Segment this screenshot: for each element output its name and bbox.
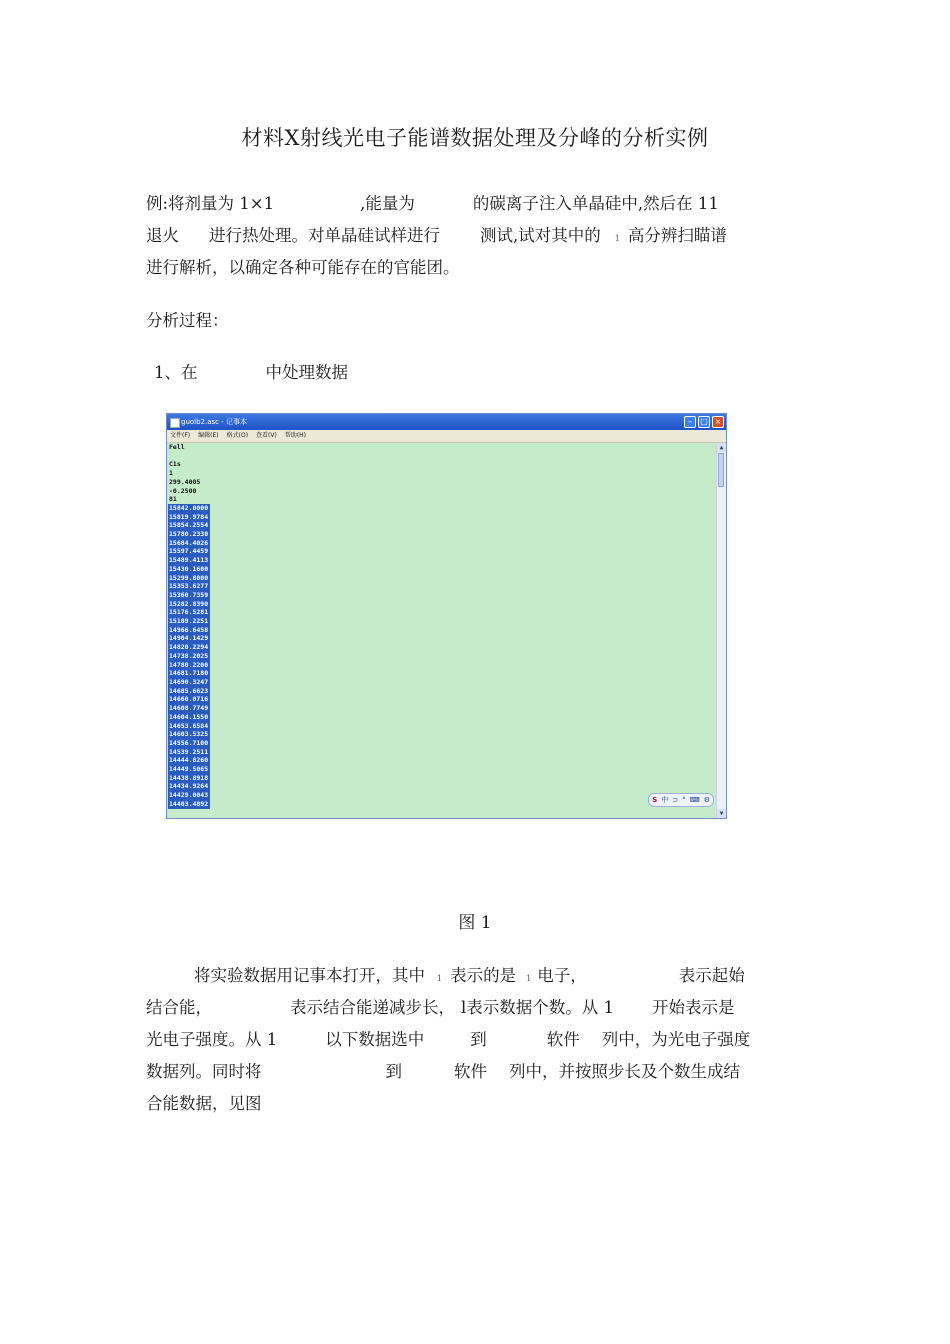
scrollbar-thumb[interactable] xyxy=(718,453,724,487)
menu-item[interactable]: 编辑(E) xyxy=(198,432,219,439)
selected-data-value: 14820.2294 xyxy=(169,643,209,652)
scroll-up-arrow-icon[interactable]: ▲ xyxy=(717,443,726,452)
body-line-1-subscript-2: 1 xyxy=(526,974,532,983)
selected-data-value: 15282.8390 xyxy=(169,599,209,608)
text-line xyxy=(168,756,716,765)
text-line xyxy=(168,539,716,548)
selected-data-value: 14438.8918 xyxy=(169,773,209,782)
example-line-1-part-b: ,能量为 xyxy=(360,194,415,213)
selected-data-value: 15489.4113 xyxy=(169,556,209,565)
body-line-3-part-b: 以下数据选中 xyxy=(325,1030,425,1049)
selected-data-value: 14444.8260 xyxy=(169,756,209,765)
notepad-text-area[interactable] xyxy=(168,443,716,818)
body-line-1-part-b: 表示的是 xyxy=(450,966,517,985)
body-line-3-part-c: 到 xyxy=(470,1030,487,1049)
selected-data-value: 14539.2511 xyxy=(169,747,209,756)
analysis-heading: 分析过程： xyxy=(146,311,229,330)
body-line-2-part-b: 表示结合能递减步长， xyxy=(290,998,455,1017)
selected-data-value: 14690.3247 xyxy=(169,677,209,686)
text-line: 1 xyxy=(169,469,173,478)
selected-data-value: 14780.2200 xyxy=(169,660,209,669)
text-line xyxy=(168,547,716,556)
text-line: -0.2500 xyxy=(169,486,197,495)
text-line xyxy=(168,643,716,652)
selected-data-value: 14685.6623 xyxy=(169,686,209,695)
example-line-2-part-e: 高分辨扫瞄谱 xyxy=(627,226,727,245)
text-line xyxy=(168,661,716,670)
text-line xyxy=(168,669,716,678)
close-icon[interactable]: × xyxy=(712,416,724,428)
body-line-1-subscript-1: 1 xyxy=(437,974,443,983)
body-line-2 xyxy=(146,994,735,1018)
body-line-1-part-d: 表示起始 xyxy=(678,966,745,985)
text-line xyxy=(168,574,716,583)
selected-data-value: 14653.6584 xyxy=(169,721,209,730)
body-line-1-part-c: 电子， xyxy=(537,966,587,985)
figure-caption: 图 1 xyxy=(458,913,492,933)
notepad-app-icon xyxy=(170,418,180,428)
text-line xyxy=(168,521,716,530)
text-line: Fell xyxy=(169,443,185,451)
ime-item[interactable]: ° xyxy=(682,796,686,804)
text-line xyxy=(168,565,716,574)
text-line xyxy=(168,556,716,565)
body-line-4-part-a: 数据列。同时将 xyxy=(146,1062,262,1081)
text-line xyxy=(168,774,716,783)
text-line xyxy=(168,722,716,731)
example-line-1 xyxy=(146,190,719,214)
text-line xyxy=(168,678,716,687)
selected-data-value: 14434.9264 xyxy=(169,782,209,791)
text-line xyxy=(168,748,716,757)
body-line-2-part-c: l表示数据个数。从 1 xyxy=(461,998,615,1017)
selected-data-value: 14681.7180 xyxy=(169,669,209,678)
maximize-icon[interactable]: □ xyxy=(698,416,710,428)
ime-logo-icon[interactable]: S xyxy=(652,796,658,804)
document-title: 材料X射线光电子能谱数据处理及分峰的分析实例 xyxy=(241,126,709,150)
selected-data-value: 15176.5281 xyxy=(169,608,209,617)
text-line xyxy=(168,591,716,600)
selected-data-value: 15854.2554 xyxy=(169,521,209,530)
window-controls xyxy=(684,416,724,428)
ime-item[interactable]: 中 xyxy=(661,796,669,804)
selected-data-value: 15842.0000 xyxy=(169,503,209,512)
selected-data-value: 15353.6277 xyxy=(169,582,209,591)
selected-data-value: 14556.7100 xyxy=(169,738,209,747)
selected-data-value: 14604.1550 xyxy=(169,712,209,721)
notepad-window-title: guolb2.asc - 记事本 xyxy=(181,418,247,426)
step-1-heading xyxy=(154,359,348,383)
text-line xyxy=(168,617,716,626)
menu-item[interactable]: 格式(O) xyxy=(226,432,249,439)
body-line-3-part-e: 列中，为光电子强度 xyxy=(601,1030,751,1049)
selected-data-value: 14449.5065 xyxy=(169,765,209,774)
ime-item[interactable]: ⚙ xyxy=(703,796,710,804)
body-line-4 xyxy=(146,1058,740,1082)
body-line-4-part-d: 列中，并按照步长及个数生成结 xyxy=(509,1062,740,1081)
selected-data-value: 14966.6458 xyxy=(169,625,209,634)
selected-data-value: 14660.0716 xyxy=(169,695,209,704)
body-line-2-part-a: 结合能， xyxy=(146,998,212,1017)
text-line xyxy=(168,782,716,791)
text-line xyxy=(168,626,716,635)
text-line xyxy=(168,800,716,809)
text-line xyxy=(168,452,716,461)
body-line-2-part-d: 开始表示是 xyxy=(652,998,735,1017)
text-line xyxy=(168,765,716,774)
menu-item[interactable]: 文件(F) xyxy=(170,432,191,439)
ime-toolbar[interactable] xyxy=(648,793,714,807)
text-line xyxy=(168,530,716,539)
selected-data-value: 14608.7749 xyxy=(169,704,209,713)
menu-item[interactable]: 帮助(H) xyxy=(284,432,307,439)
text-line: 299.4005 xyxy=(169,477,201,486)
selected-data-value: 15684.4026 xyxy=(169,538,209,547)
selected-data-value: 15360.7359 xyxy=(169,590,209,599)
example-line-1-part-c: 的碳离子注入单晶硅中,然后在 11 xyxy=(472,194,719,213)
selected-data-value: 15299.8000 xyxy=(169,573,209,582)
example-line-2-part-a: 退火 xyxy=(146,226,179,245)
body-line-3 xyxy=(146,1026,750,1050)
body-line-4-part-b: 到 xyxy=(385,1062,402,1081)
example-line-2-part-b: 进行热处理。对单晶硅试样进行 xyxy=(209,226,440,245)
notepad-menubar xyxy=(167,430,726,443)
selected-data-value: 14603.5325 xyxy=(169,730,209,739)
selected-data-value: 15819.9784 xyxy=(169,512,209,521)
text-line xyxy=(168,582,716,591)
selected-data-value: 14904.1429 xyxy=(169,634,209,643)
text-line: C1s xyxy=(169,460,181,469)
step-1-part-a: 1、在 xyxy=(154,363,198,382)
text-line xyxy=(168,730,716,739)
body-line-1-part-a: 将实验数据用记事本打开，其中 xyxy=(194,966,425,985)
selected-data-value: 15430.1600 xyxy=(169,564,209,573)
example-line-2 xyxy=(146,222,727,246)
text-line xyxy=(168,704,716,713)
text-line: 81 xyxy=(169,495,177,504)
text-line xyxy=(168,713,716,722)
text-line xyxy=(168,739,716,748)
menu-item[interactable]: 查看(V) xyxy=(256,432,277,439)
scroll-down-arrow-icon[interactable]: ▼ xyxy=(717,809,726,818)
text-line xyxy=(168,504,716,513)
notepad-titlebar xyxy=(167,414,726,430)
selected-data-value: 14738.2025 xyxy=(169,651,209,660)
body-line-4-part-c: 软件 xyxy=(454,1062,487,1081)
selected-data-value: 15597.4459 xyxy=(169,547,209,556)
body-line-3-part-a: 光电子强度。从 1 xyxy=(146,1030,278,1049)
example-line-2-part-c: 测试,试对其中的 xyxy=(480,226,601,245)
selected-data-value: 14429.0043 xyxy=(169,791,209,800)
step-1-part-b: 中处理数据 xyxy=(265,363,348,382)
text-line xyxy=(168,513,716,522)
selected-data-value: 14403.4892 xyxy=(169,799,209,808)
body-line-1 xyxy=(194,962,745,986)
vertical-scrollbar[interactable] xyxy=(716,443,726,818)
text-line xyxy=(168,652,716,661)
body-line-3-part-d: 软件 xyxy=(546,1030,580,1049)
text-line xyxy=(168,634,716,643)
text-line xyxy=(168,608,716,617)
example-line-2-subscript: 1 xyxy=(614,234,620,243)
example-line-1-part-a: 例:将剂量为 1×1 xyxy=(146,194,275,213)
text-line xyxy=(168,687,716,696)
example-line-3: 进行解析，以确定各种可能存在的官能团。 xyxy=(146,258,460,277)
ime-item[interactable]: ⌨ xyxy=(689,796,700,804)
selected-data-value: 15109.2251 xyxy=(169,617,209,626)
body-line-5: 合能数据，见图 xyxy=(146,1094,262,1113)
text-line xyxy=(168,600,716,609)
selected-data-value: 15780.2330 xyxy=(169,530,209,539)
notepad-screenshot xyxy=(166,413,727,819)
text-line xyxy=(168,791,716,800)
ime-item[interactable]: ⊃ xyxy=(672,796,679,804)
minimize-icon[interactable]: – xyxy=(684,416,696,428)
text-line xyxy=(168,695,716,704)
